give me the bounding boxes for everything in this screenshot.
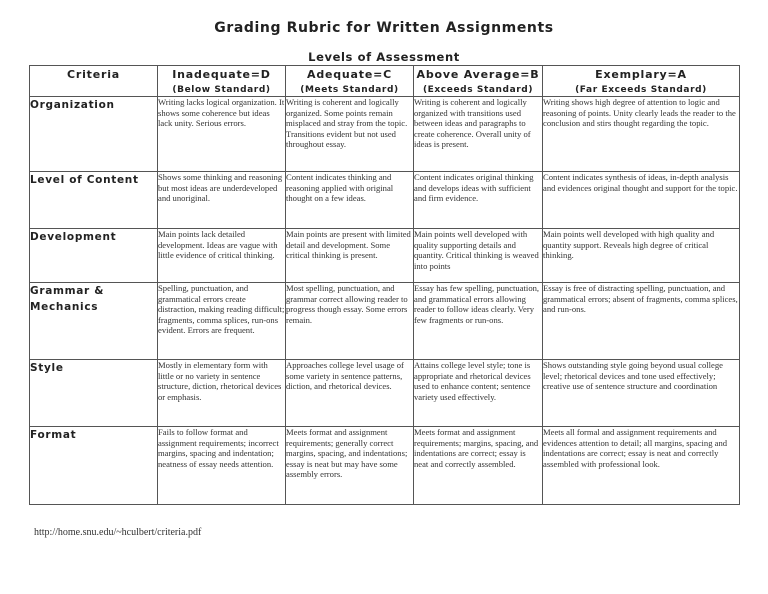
table-row-level-of-content bbox=[30, 172, 740, 229]
level-header-a bbox=[543, 66, 740, 97]
table-cell: Meets format and assignment requirements; margins, spacing, and indentations are correct; essay is neat and correctly assembled. bbox=[414, 427, 543, 505]
criteria-header bbox=[30, 66, 158, 97]
table-cell: Shows some thinking and reasoning but most ideas are underdeveloped and unoriginal. bbox=[158, 172, 286, 229]
table-cell: Meets all formal and assignment requirements and evidences attention to detail; all margins, spacing and indentations are correct; essay is neat and correctly assembled with professional look. bbox=[543, 427, 740, 505]
table-cell: Essay has few spelling, punctuation, and grammatical errors allowing reader to follow ideas clearly. Very few fragments or run-ons. bbox=[414, 283, 543, 360]
level-sublabel: (Meets Standard) bbox=[300, 85, 399, 95]
source-url: http://home.snu.edu/~hculbert/criteria.pdf bbox=[34, 527, 202, 538]
table-cell: Writing lacks logical organization. It shows some coherence but ideas lack unity. Serious errors. bbox=[158, 97, 286, 172]
level-sublabel: (Exceeds Standard) bbox=[422, 85, 534, 95]
table-cell: Content indicates synthesis of ideas, in-depth analysis and evidences original thought and support for the topic. bbox=[543, 172, 740, 229]
table-cell: Main points are present with limited detail and development. Some critical thinking is present. bbox=[286, 229, 414, 283]
table-row-style bbox=[30, 360, 740, 427]
level-sublabel: (Below Standard) bbox=[172, 85, 271, 95]
table-row-development bbox=[30, 229, 740, 283]
table-cell: Content indicates thinking and reasoning applied with original thought on a few ideas. bbox=[286, 172, 414, 229]
table-cell: Writing is coherent and logically organized with transitions used between ideas and paragraphs to create coherence. Overall unity of ideas is present. bbox=[414, 97, 543, 172]
table-row-grammar-mechanics bbox=[30, 283, 740, 360]
table-cell: Attains college level style; tone is appropriate and rhetorical devices used to enhance content; sentence variety used effectively. bbox=[414, 360, 543, 427]
table-cell: Most spelling, punctuation, and grammar correct allowing reader to progress though essay. Some errors remain. bbox=[286, 283, 414, 360]
criterion-label: Level of Content bbox=[30, 172, 158, 229]
criterion-label: Grammar & Mechanics bbox=[30, 283, 158, 360]
level-label: Above Average=B bbox=[416, 68, 540, 81]
table-cell: Content indicates original thinking and develops ideas with sufficient and firm evidence. bbox=[414, 172, 543, 229]
table-cell: Writing is coherent and logically organized. Some points remain misplaced and stray from the topic. Transitions evident but not used throughout essay. bbox=[286, 97, 414, 172]
table-row-organization bbox=[30, 97, 740, 172]
table-cell: Spelling, punctuation, and grammatical errors create distraction, making reading difficult; fragments, comma splices, run-ons evident. Errors are frequent. bbox=[158, 283, 286, 360]
table-cell: Essay is free of distracting spelling, punctuation, and grammatical errors; absent of fragments, comma splices, and run-ons. bbox=[543, 283, 740, 360]
criterion-label: Development bbox=[30, 229, 158, 283]
level-sublabel: (Far Exceeds Standard) bbox=[575, 85, 707, 95]
level-header-d bbox=[158, 66, 286, 97]
criterion-label: Format bbox=[30, 427, 158, 505]
table-cell: Shows outstanding style going beyond usual college level; rhetorical devices and tone used effectively; creative use of sentence structure and coordination bbox=[543, 360, 740, 427]
document-title: Grading Rubric for Written Assignments bbox=[214, 20, 554, 36]
header-row bbox=[30, 66, 740, 97]
table-cell: Main points lack detailed development. Ideas are vague with little evidence of critical thinking. bbox=[158, 229, 286, 283]
table-cell: Main points well developed with quality supporting details and quantity. Critical thinking is weaved into points bbox=[414, 229, 543, 283]
table-cell: Meets format and assignment requirements; generally correct margins, spacing, and indentations; essay is neat but may have some assembly errors. bbox=[286, 427, 414, 505]
criteria-header-label: Criteria bbox=[66, 68, 120, 81]
criterion-label: Organization bbox=[30, 97, 158, 172]
table-cell: Writing shows high degree of attention to logic and reasoning of points. Unity clearly leads the reader to the conclusion and stirs thought regarding the topic. bbox=[543, 97, 740, 172]
table-row-format bbox=[30, 427, 740, 505]
level-label: Inadequate=D bbox=[172, 68, 271, 81]
table-cell: Fails to follow format and assignment requirements; incorrect margins, spacing and indentation; neatness of essay needs attention. bbox=[158, 427, 286, 505]
level-header-b bbox=[414, 66, 543, 97]
level-header-c bbox=[286, 66, 414, 97]
level-label: Adequate=C bbox=[307, 68, 392, 81]
criterion-label: Style bbox=[30, 360, 158, 427]
table-cell: Approaches college level usage of some variety in sentence patterns, diction, and rhetorical devices. bbox=[286, 360, 414, 427]
table-cell: Main points well developed with high quality and quantity support. Reveals high degree of critical thinking. bbox=[543, 229, 740, 283]
table-cell: Mostly in elementary form with little or no variety in sentence structure, diction, rhetorical devices or emphasis. bbox=[158, 360, 286, 427]
rubric-table bbox=[29, 65, 740, 505]
table-subtitle: Levels of Assessment bbox=[308, 50, 460, 64]
level-label: Exemplary=A bbox=[595, 68, 687, 81]
